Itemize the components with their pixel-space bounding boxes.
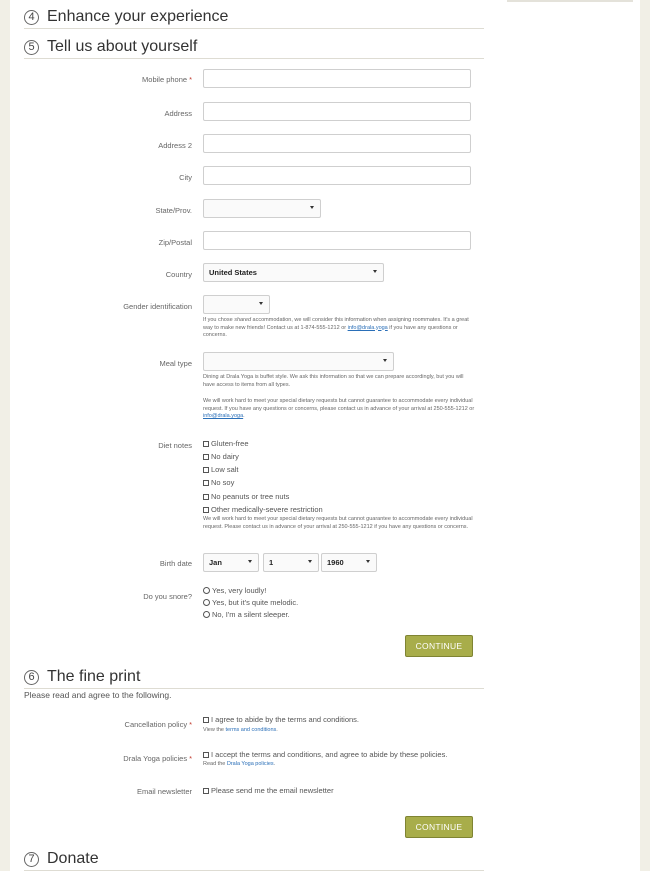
checkbox[interactable] bbox=[203, 752, 209, 758]
checkbox[interactable] bbox=[203, 480, 209, 486]
mobile-phone-input[interactable] bbox=[203, 69, 471, 88]
gender-help: If you chose shared accommodation, we will consider this information when assigning roommates. It's a great way to make new friends! Contact us at 1-874-555-1212 or info@drala.yoga if you have any questions or concerns. bbox=[203, 317, 469, 338]
zip-input[interactable] bbox=[203, 231, 471, 250]
step-number: 4 bbox=[24, 10, 39, 25]
checkbox[interactable] bbox=[203, 788, 209, 794]
snore-option-melodic[interactable]: Yes, but it's quite melodic. bbox=[203, 598, 298, 607]
step-number: 7 bbox=[24, 852, 39, 867]
chevron-down-icon bbox=[373, 270, 377, 273]
chevron-down-icon bbox=[248, 560, 252, 563]
checkbox[interactable] bbox=[203, 467, 209, 473]
diet-notes-label: Diet notes bbox=[158, 441, 192, 450]
chevron-down-icon bbox=[308, 560, 312, 563]
gender-select[interactable] bbox=[203, 295, 270, 314]
state-select[interactable] bbox=[203, 199, 321, 218]
required-marker: * bbox=[189, 720, 192, 729]
chevron-down-icon bbox=[366, 560, 370, 563]
diet-option-low-salt[interactable]: Low salt bbox=[203, 465, 239, 474]
terms-link[interactable]: terms and conditions bbox=[225, 727, 277, 733]
radio-button[interactable] bbox=[203, 587, 210, 594]
chevron-down-icon bbox=[310, 206, 314, 209]
section-title: Donate bbox=[47, 850, 99, 867]
checkbox[interactable] bbox=[203, 494, 209, 500]
required-marker: * bbox=[189, 75, 192, 84]
snore-option-loudly[interactable]: Yes, very loudly! bbox=[203, 586, 266, 595]
cancellation-note: View the terms and conditions. bbox=[203, 727, 278, 733]
city-label: City bbox=[179, 173, 192, 182]
meal-help-2: We will work hard to meet your special dietary requests but cannot guarantee to accommodate every individual request. If you have any questions or concerns, please contact us in advance of your arrival at 250-555-1212 or info@drala.yoga. bbox=[203, 398, 475, 419]
step-number: 5 bbox=[24, 40, 39, 55]
section-title: Tell us about yourself bbox=[47, 38, 198, 55]
chevron-down-icon bbox=[259, 302, 263, 305]
diet-option-no-soy[interactable]: No soy bbox=[203, 478, 234, 487]
email-link[interactable]: info@drala.yoga bbox=[347, 324, 388, 331]
policies-label: Drala Yoga policies * bbox=[123, 754, 192, 763]
diet-option-gluten-free[interactable]: Gluten-free bbox=[203, 439, 249, 448]
mobile-phone-label: Mobile phone * bbox=[142, 75, 192, 84]
diet-option-no-dairy[interactable]: No dairy bbox=[203, 452, 239, 461]
radio-button[interactable] bbox=[203, 599, 210, 606]
snore-option-silent[interactable]: No, I'm a silent sleeper. bbox=[203, 610, 290, 619]
country-select[interactable] bbox=[203, 263, 384, 282]
checkbox[interactable] bbox=[203, 454, 209, 460]
section-donate[interactable] bbox=[24, 848, 484, 871]
birth-month-select[interactable]: Jan bbox=[203, 553, 259, 572]
section-fine-print bbox=[24, 666, 484, 689]
newsletter-label: Email newsletter bbox=[136, 787, 192, 796]
step-number: 6 bbox=[24, 670, 39, 685]
state-label: State/Prov. bbox=[155, 206, 192, 215]
policies-link[interactable]: Drala Yoga policies bbox=[226, 761, 274, 767]
chevron-down-icon bbox=[383, 359, 387, 362]
country-label: Country bbox=[165, 270, 192, 279]
continue-button[interactable]: CONTINUE bbox=[405, 635, 473, 657]
cancellation-label: Cancellation policy * bbox=[124, 720, 192, 729]
fine-print-intro: Please read and agree to the following. bbox=[24, 690, 172, 700]
snore-label: Do you snore? bbox=[143, 592, 192, 601]
checkbox[interactable] bbox=[203, 441, 209, 447]
checkbox[interactable] bbox=[203, 507, 209, 513]
meal-type-label: Meal type bbox=[159, 359, 192, 368]
zip-label: Zip/Postal bbox=[158, 238, 192, 247]
address2-input[interactable] bbox=[203, 134, 471, 153]
diet-option-no-nuts[interactable]: No peanuts or tree nuts bbox=[203, 492, 289, 501]
section-about-yourself bbox=[24, 36, 484, 59]
birth-day-select[interactable]: 1 bbox=[263, 553, 319, 572]
address-label: Address bbox=[164, 109, 192, 118]
birth-date-label: Birth date bbox=[159, 559, 192, 568]
city-input[interactable] bbox=[203, 166, 471, 185]
radio-button[interactable] bbox=[203, 611, 210, 618]
policies-note: Read the Drala Yoga policies. bbox=[203, 761, 276, 767]
address-input[interactable] bbox=[203, 102, 471, 121]
meal-help-1: Dining at Drala Yoga is buffet style. We ask this information so that we can prepare accordingly, but you will have access to items from all types. bbox=[203, 374, 464, 388]
country-value: United States bbox=[209, 268, 257, 277]
email-link[interactable]: info@drala.yoga bbox=[203, 413, 244, 419]
diet-help: We will work hard to meet your special dietary requests but cannot guarantee to accommodate every individual request. Please contact us in advance of your arrival at 250-555-1212 if you have any questions or concerns. bbox=[203, 516, 473, 530]
policies-agree[interactable]: I accept the terms and conditions, and agree to abide by these policies. bbox=[203, 750, 447, 759]
newsletter-opt-in[interactable]: Please send me the email newsletter bbox=[203, 786, 334, 795]
cancellation-agree[interactable]: I agree to abide by the terms and conditions. bbox=[203, 715, 359, 724]
diet-option-other[interactable]: Other medically-severe restriction bbox=[203, 505, 323, 514]
section-enhance-experience[interactable] bbox=[24, 6, 484, 29]
sidebar-divider bbox=[507, 0, 633, 2]
meal-type-select[interactable] bbox=[203, 352, 394, 371]
birth-year-select[interactable]: 1960 bbox=[321, 553, 377, 572]
gender-label: Gender identification bbox=[123, 302, 192, 311]
required-marker: * bbox=[189, 754, 192, 763]
continue-button-2[interactable]: CONTINUE bbox=[405, 816, 473, 838]
checkbox[interactable] bbox=[203, 717, 209, 723]
address2-label: Address 2 bbox=[158, 141, 192, 150]
section-title: Enhance your experience bbox=[47, 8, 229, 25]
section-title: The fine print bbox=[47, 668, 141, 685]
registration-page bbox=[10, 0, 640, 871]
